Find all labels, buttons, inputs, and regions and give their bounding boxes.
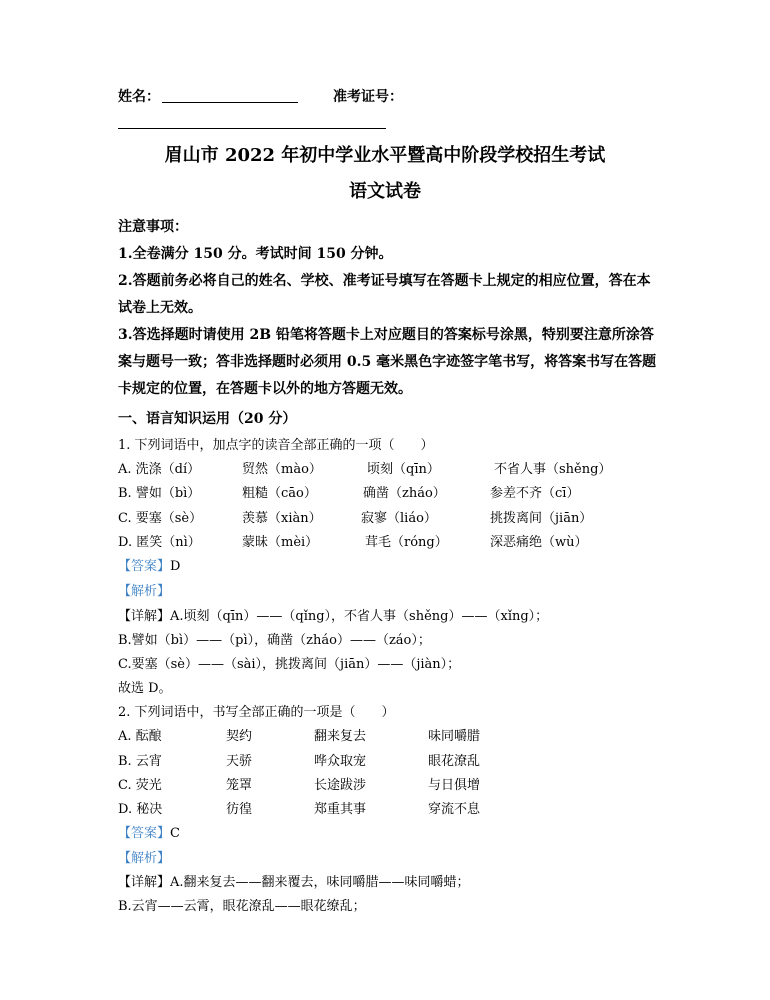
q2-a-3: 翻来复去 xyxy=(314,729,367,744)
q1-detail-line-3: C.要塞（sè）——（sài），挑拨离间（jiān）——（jiàn）； xyxy=(118,657,461,672)
q2-detail-line-2: B.云宵——云霄，眼花潦乱——眼花缭乱； xyxy=(118,899,366,914)
q1-stem: 1. 下列词语中，加点字的读音全部正确的一项（ ） xyxy=(118,438,434,453)
header-divider xyxy=(118,128,386,129)
q2-stem: 2. 下列词语中，书写全部正确的一项是（ ） xyxy=(118,705,395,720)
note-item-2: 2.答题前务必将自己的姓名、学校、准考证号填写在答题卡上规定的相应位置，答在本试卷上无效。 xyxy=(118,273,651,316)
q2-c-4: 与日俱增 xyxy=(428,778,481,793)
note-item-1: 1.全卷满分 150 分。考试时间 150 分钟。 xyxy=(118,246,393,262)
q1-c-1: C. 要塞（sè） xyxy=(118,511,203,526)
q1-b-2: 粗糙（cāo） xyxy=(242,486,317,501)
q1-detail-tag: 【详解】 xyxy=(118,609,171,624)
q2-b-1: B. 云宵 xyxy=(118,754,162,769)
name-blank-line xyxy=(162,102,298,103)
q1-b-4: 参差不齐（cī） xyxy=(490,486,580,501)
q1-detail-line-1: A.顷刻（qīn）——（qǐng），不省人事（shěng）——（xǐng）； xyxy=(170,609,549,624)
q1-d-4: 深恶痛绝（wù） xyxy=(490,535,588,550)
q1-answer-value: D xyxy=(170,559,181,574)
q1-c-3: 寂寥（liáo） xyxy=(361,511,437,526)
q2-a-2: 契约 xyxy=(226,729,253,744)
q2-detail-line-1: A.翻来复去——翻来覆去，味同嚼腊——味同嚼蜡； xyxy=(170,875,470,890)
q2-answer-tag: 【答案】 xyxy=(118,826,171,841)
q2-b-4: 眼花潦乱 xyxy=(428,754,481,769)
q1-a-1: A. 洗涤（dí） xyxy=(118,462,201,477)
page-title: 眉山市 2022 年初中学业水平暨高中阶段学校招生考试 xyxy=(164,145,606,166)
q2-c-1: C. 荧光 xyxy=(118,778,162,793)
q2-d-4: 穿流不息 xyxy=(428,802,481,817)
q2-d-1: D. 秘决 xyxy=(118,802,163,817)
note-item-3: 3.答选择题时请使用 2B 铅笔将答题卡上对应题目的答案标号涂黑，特别要注意所涂答案与题号一致；答非选择题时必须用 0.5 毫米黑色字迹签字笔书写，将答案书写在答题卡规定的位置，在答题卡以外的地方答题无效。 xyxy=(118,327,657,397)
q2-analysis-tag: 【解析】 xyxy=(118,851,171,866)
q2-c-3: 长途跋涉 xyxy=(314,778,367,793)
section-heading: 一、语言知识运用（20 分） xyxy=(118,411,297,427)
q2-d-3: 郑重其事 xyxy=(314,802,367,817)
q2-b-3: 哗众取宠 xyxy=(314,754,367,769)
q1-c-4: 挑拨离间（jiān） xyxy=(490,511,593,526)
q2-answer-value: C xyxy=(170,826,180,841)
q1-d-2: 蒙昧（mèi） xyxy=(242,535,319,550)
notes-heading: 注意事项： xyxy=(118,219,188,235)
exam-id-label: 准考证号： xyxy=(333,89,403,105)
q1-c-2: 羡慕（xiàn） xyxy=(242,511,322,526)
page-subtitle: 语文试卷 xyxy=(349,181,421,202)
q2-d-2: 彷徨 xyxy=(226,802,253,817)
q2-b-2: 天骄 xyxy=(226,754,253,769)
q1-analysis-tag: 【解析】 xyxy=(118,584,171,599)
q1-d-1: D. 匿笑（nì） xyxy=(118,535,201,550)
q1-answer-tag: 【答案】 xyxy=(118,559,171,574)
q2-a-1: A. 酝酿 xyxy=(118,729,162,744)
q2-answer xyxy=(118,825,180,843)
q2-a-4: 味同嚼腊 xyxy=(428,729,481,744)
q1-detail-line-2: B.譬如（bì）——（pì），确凿（zháo）——（záo）； xyxy=(118,633,431,648)
q1-a-4: 不省人事（shěng） xyxy=(494,462,612,477)
q1-d-3: 茸毛（róng） xyxy=(365,535,448,550)
q1-detail-line-4: 故选 D。 xyxy=(118,681,172,696)
q1-a-2: 贸然（mào） xyxy=(242,462,322,477)
q2-c-2: 笼罩 xyxy=(226,778,253,793)
q1-detail-1 xyxy=(118,608,548,626)
name-label: 姓名： xyxy=(118,89,160,105)
q2-detail-tag: 【详解】 xyxy=(118,875,171,890)
q1-b-3: 确凿（zháo） xyxy=(363,486,446,501)
q2-detail-1 xyxy=(118,874,470,892)
q1-answer xyxy=(118,558,180,576)
q1-b-1: B. 譬如（bì） xyxy=(118,486,201,501)
q1-a-3: 顷刻（qīn） xyxy=(367,462,440,477)
